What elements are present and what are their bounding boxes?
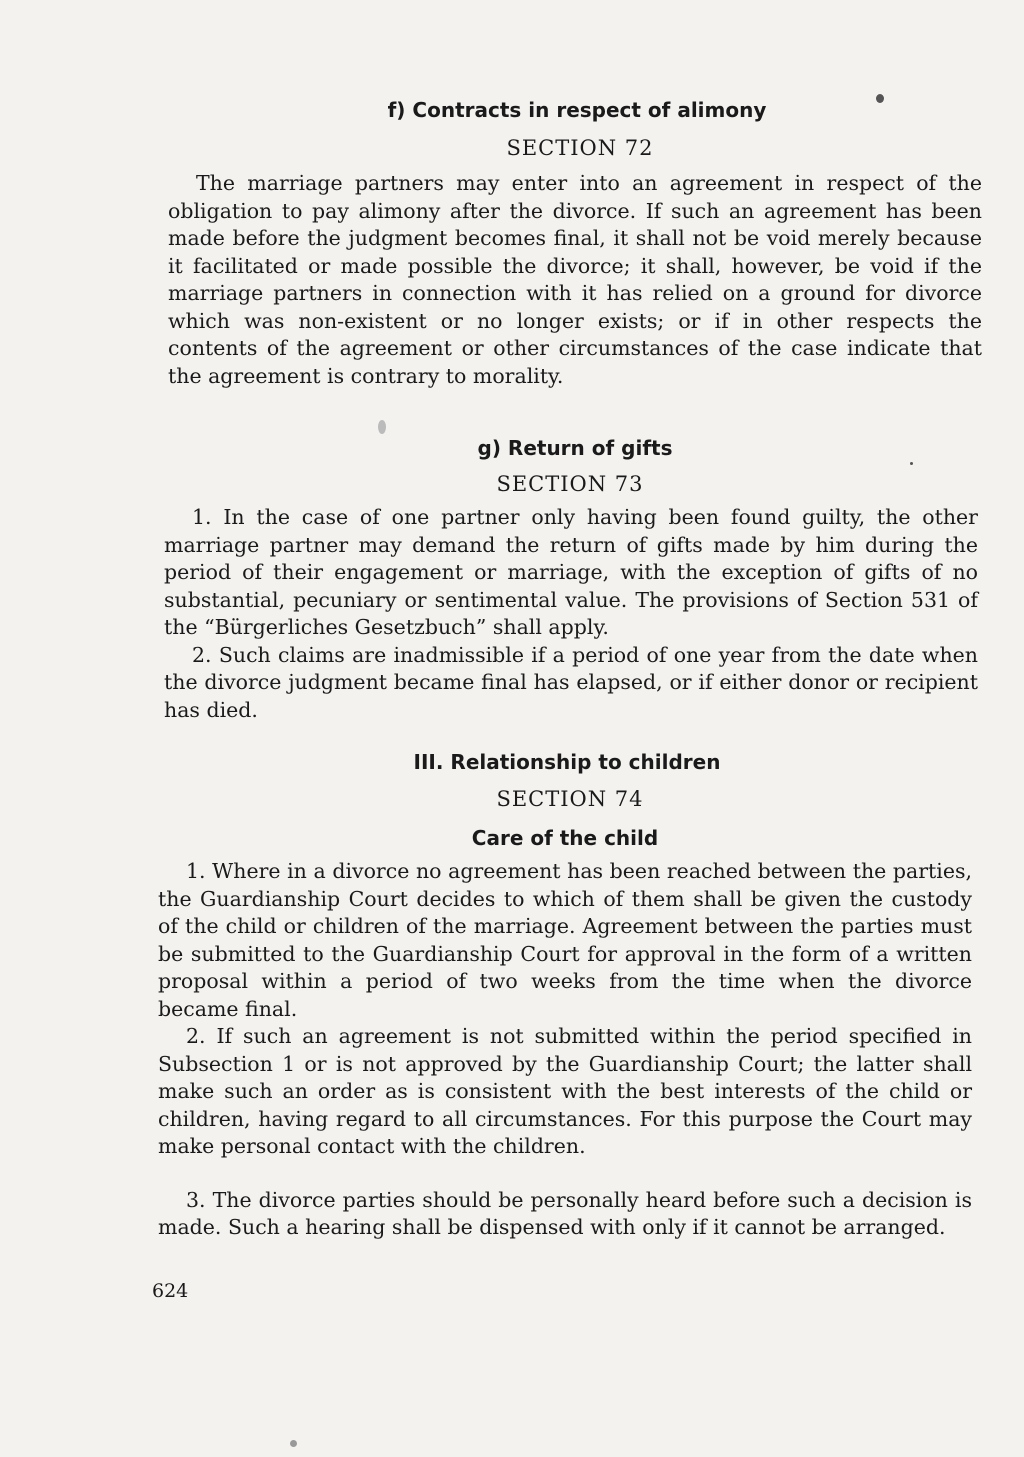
section-74-paragraph-1: 1. Where in a divorce no agreement has been reached between the parties, the Guardianship Court decides to which of them shall be given the custody of the child or children of the marriage. Agreement between the parties must be submitted to the Guardianship Court for approval in the form of a written proposal within a period of two weeks from the time when the divorce became final.: [158, 859, 972, 1021]
part-iii-title: III. Relationship to children: [413, 750, 721, 774]
section-72-label: SECTION 72: [506, 136, 654, 160]
scan-speck: [910, 462, 913, 465]
scan-speck: [290, 1440, 297, 1447]
page-number: 624: [152, 1280, 189, 1302]
section-73-paragraph-2: 2. Such claims are inadmissible if a period of one year from the date when the divorce judgment became final has elapsed, or if either donor or recipient has died.: [164, 642, 978, 722]
scan-speck: [876, 94, 884, 103]
section-72-text: [168, 170, 982, 390]
care-of-child-subtitle: Care of the child: [471, 826, 659, 850]
section-74-paragraph-3: 3. The divorce parties should be personally heard before such a decision is made. Such a hearing shall be dispensed with only if it cannot be arranged.: [158, 1187, 972, 1239]
section-74-text: [158, 858, 972, 1242]
section-f-title: f) Contracts in respect of alimony: [387, 98, 767, 122]
section-73-text: [164, 504, 978, 724]
section-74-label: SECTION 74: [496, 787, 644, 811]
section-g-title: g) Return of gifts: [477, 436, 673, 460]
scan-speck: [378, 420, 386, 434]
section-74-paragraph-2: 2. If such an agreement is not submitted within the period specified in Subsection 1 or is not approved by the Guardianship Court; the latter shall make such an order as is consistent with the best interests of the child or children, having regard to all circumstances. For this purpose the Court may make personal contact with the children.: [158, 1024, 972, 1158]
section-72-paragraph: The marriage partners may enter into an agreement in respect of the obligation to pay alimony after the divorce. If such an agreement has been made before the judgment becomes final, it shall not be void merely because it facilitated or made possible the divorce; it shall, however, be void if the marriage partners in connection with it has relied on a ground for divorce which was non-existent or no longer exists; or if in other respects the contents of the agreement or other circumstances of the case indicate that the agreement is contrary to morality.: [168, 171, 982, 388]
section-73-paragraph-1: 1. In the case of one partner only having been found guilty, the other marriage partner may demand the return of gifts made by him during the period of their engagement or marriage, with the exception of gifts of no substantial, pecuniary or sentimental value. The provisions of Section 531 of the “Bürgerliches Gesetzbuch” shall apply.: [164, 505, 978, 639]
section-73-label: SECTION 73: [496, 472, 644, 496]
